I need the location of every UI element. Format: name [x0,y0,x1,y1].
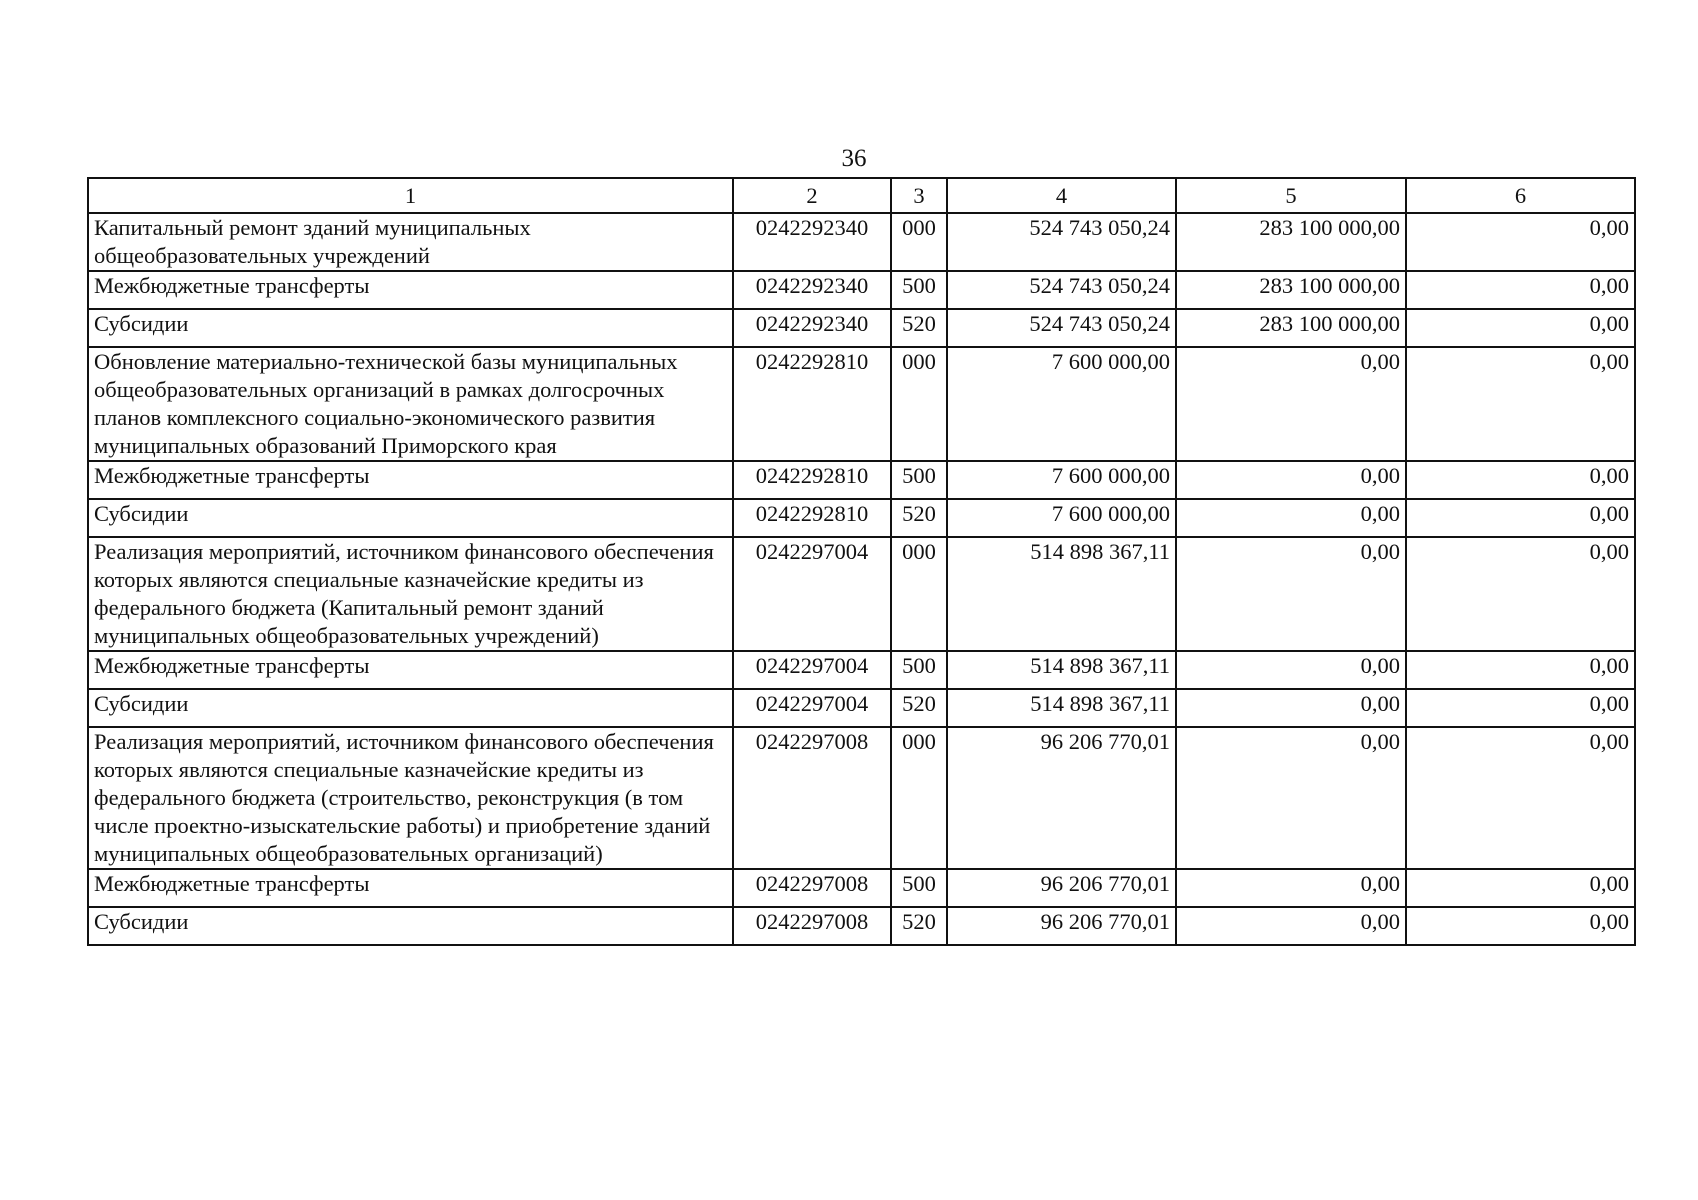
row-name: Субсидии [88,499,733,537]
amount-col-5: 0,00 [1176,651,1406,689]
target-code: 0242297008 [733,869,891,907]
expense-type-code: 000 [891,727,947,869]
table-row [88,499,1635,537]
row-name: Межбюджетные трансферты [88,869,733,907]
table-row [88,213,1635,271]
target-code: 0242297008 [733,727,891,869]
table-row [88,537,1635,651]
amount-col-6: 0,00 [1406,347,1635,461]
column-header-4: 4 [947,178,1176,213]
amount-col-5: 0,00 [1176,869,1406,907]
amount-col-4: 514 898 367,11 [947,689,1176,727]
amount-col-5: 0,00 [1176,727,1406,869]
expense-type-code: 500 [891,869,947,907]
amount-col-4: 7 600 000,00 [947,461,1176,499]
column-header-3: 3 [891,178,947,213]
column-header-6: 6 [1406,178,1635,213]
target-code: 0242292340 [733,309,891,347]
row-name: Обновление материально-технической базы муниципальных общеобразовательных организаций в рамках долгосрочных планов комплексного социально-экономического развития муниципальных образований Приморского края [88,347,733,461]
budget-table [87,177,1636,946]
amount-col-5: 283 100 000,00 [1176,271,1406,309]
table-row [88,347,1635,461]
row-name: Субсидии [88,689,733,727]
table-row [88,727,1635,869]
amount-col-5: 0,00 [1176,461,1406,499]
expense-type-code: 500 [891,271,947,309]
amount-col-5: 0,00 [1176,499,1406,537]
expense-type-code: 520 [891,689,947,727]
expense-type-code: 500 [891,651,947,689]
amount-col-5: 0,00 [1176,689,1406,727]
column-header-5: 5 [1176,178,1406,213]
table-row [88,309,1635,347]
table-row [88,271,1635,309]
table-header [88,178,1635,213]
amount-col-4: 96 206 770,01 [947,727,1176,869]
table-row [88,651,1635,689]
row-name: Реализация мероприятий, источником финансового обеспечения которых являются специальные казначейские кредиты из федерального бюджета (строительство, реконструкция (в том числе проектно-изыскательские работы) и приобретение зданий муниципальных общеобразовательных организаций) [88,727,733,869]
target-code: 0242292340 [733,271,891,309]
expense-type-code: 000 [891,213,947,271]
amount-col-6: 0,00 [1406,461,1635,499]
target-code: 0242297004 [733,689,891,727]
amount-col-6: 0,00 [1406,869,1635,907]
table-row [88,461,1635,499]
amount-col-5: 283 100 000,00 [1176,213,1406,271]
amount-col-4: 7 600 000,00 [947,499,1176,537]
amount-col-6: 0,00 [1406,499,1635,537]
amount-col-6: 0,00 [1406,907,1635,945]
expense-type-code: 520 [891,309,947,347]
target-code: 0242297008 [733,907,891,945]
row-name: Субсидии [88,309,733,347]
amount-col-5: 0,00 [1176,347,1406,461]
target-code: 0242297004 [733,651,891,689]
amount-col-4: 514 898 367,11 [947,651,1176,689]
header-row [88,178,1635,213]
table-row [88,689,1635,727]
expense-type-code: 500 [891,461,947,499]
amount-col-6: 0,00 [1406,537,1635,651]
amount-col-6: 0,00 [1406,309,1635,347]
target-code: 0242292810 [733,461,891,499]
amount-col-4: 96 206 770,01 [947,907,1176,945]
row-name: Реализация мероприятий, источником финансового обеспечения которых являются специальные казначейские кредиты из федерального бюджета (Капитальный ремонт зданий муниципальных общеобразовательных учреждений) [88,537,733,651]
row-name: Межбюджетные трансферты [88,271,733,309]
target-code: 0242292810 [733,347,891,461]
amount-col-4: 524 743 050,24 [947,271,1176,309]
expense-type-code: 000 [891,537,947,651]
amount-col-4: 7 600 000,00 [947,347,1176,461]
expense-type-code: 520 [891,499,947,537]
table-body [88,213,1635,945]
amount-col-4: 96 206 770,01 [947,869,1176,907]
column-header-1: 1 [88,178,733,213]
row-name: Субсидии [88,907,733,945]
amount-col-5: 0,00 [1176,907,1406,945]
expense-type-code: 000 [891,347,947,461]
amount-col-6: 0,00 [1406,727,1635,869]
row-name: Капитальный ремонт зданий муниципальных общеобразовательных учреждений [88,213,733,271]
target-code: 0242297004 [733,537,891,651]
target-code: 0242292810 [733,499,891,537]
expense-type-code: 520 [891,907,947,945]
amount-col-6: 0,00 [1406,271,1635,309]
amount-col-4: 524 743 050,24 [947,213,1176,271]
amount-col-6: 0,00 [1406,213,1635,271]
amount-col-4: 524 743 050,24 [947,309,1176,347]
row-name: Межбюджетные трансферты [88,651,733,689]
table-row [88,869,1635,907]
row-name: Межбюджетные трансферты [88,461,733,499]
page-number: 36 [841,145,867,172]
amount-col-6: 0,00 [1406,651,1635,689]
amount-col-5: 0,00 [1176,537,1406,651]
column-header-2: 2 [733,178,891,213]
amount-col-4: 514 898 367,11 [947,537,1176,651]
table-row [88,907,1635,945]
target-code: 0242292340 [733,213,891,271]
amount-col-6: 0,00 [1406,689,1635,727]
amount-col-5: 283 100 000,00 [1176,309,1406,347]
